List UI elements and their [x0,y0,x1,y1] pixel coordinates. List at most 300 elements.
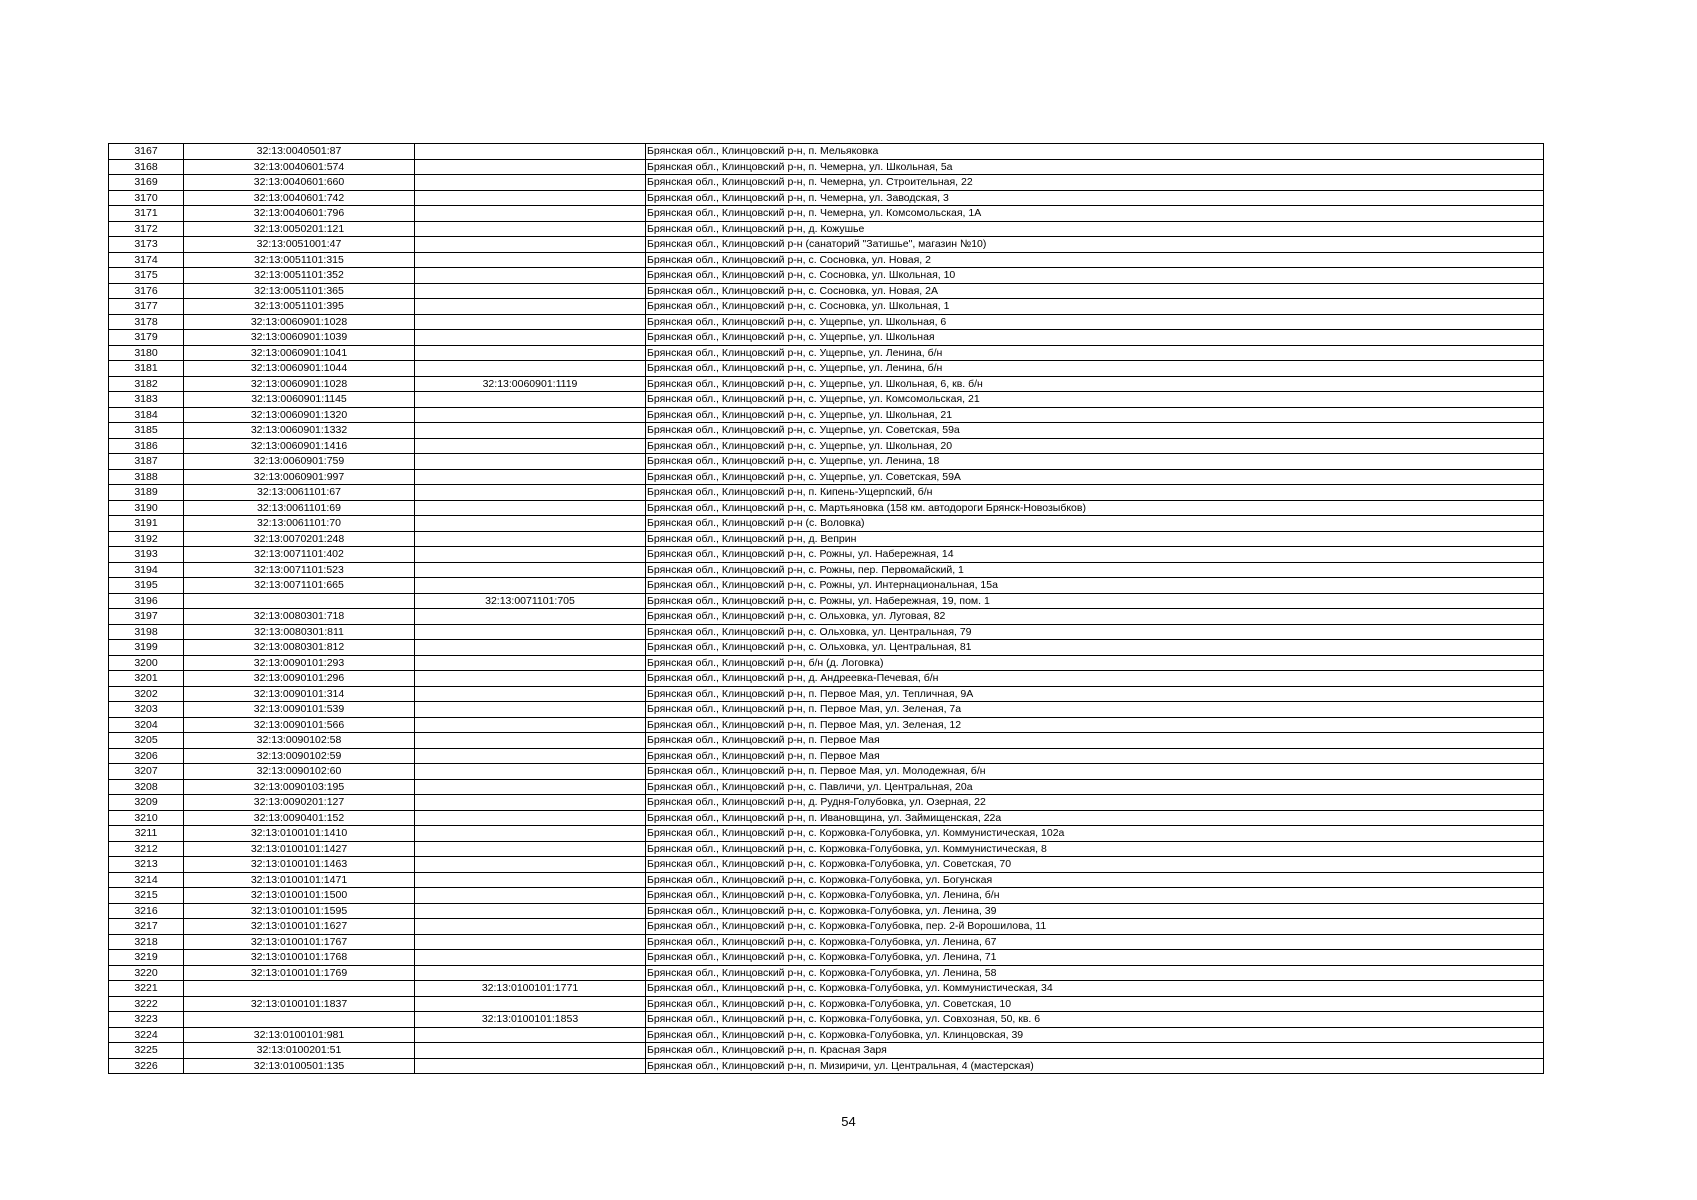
table-row [109,872,1544,888]
row-number-cell: 3170 [109,190,184,206]
object-cadastral-number-cell [415,469,646,485]
object-cadastral-number-cell [415,810,646,826]
row-number-cell: 3215 [109,888,184,904]
object-cadastral-number-cell [415,283,646,299]
address-cell: Брянская обл., Клинцовский р-н, п. Мельяковка [646,144,1544,160]
table-row [109,1012,1544,1028]
cadastral-number-cell: 32:13:0080301:812 [184,640,415,656]
cadastral-number-cell: 32:13:0051101:395 [184,299,415,315]
object-cadastral-number-cell [415,330,646,346]
object-cadastral-number-cell [415,516,646,532]
cadastral-number-cell: 32:13:0100101:1410 [184,826,415,842]
address-cell: Брянская обл., Клинцовский р-н, п. Мизиричи, ул. Центральная, 4 (мастерская) [646,1058,1544,1074]
object-cadastral-number-cell [415,609,646,625]
object-cadastral-number-cell [415,826,646,842]
table-row [109,283,1544,299]
table-row [109,1043,1544,1059]
row-number-cell: 3218 [109,934,184,950]
cadastral-number-cell: 32:13:0051101:365 [184,283,415,299]
object-cadastral-number-cell [415,562,646,578]
row-number-cell: 3213 [109,857,184,873]
row-number-cell: 3181 [109,361,184,377]
address-cell: Брянская обл., Клинцовский р-н, с. Коржовка-Голубовка, пер. 2-й Ворошилова, 11 [646,919,1544,935]
object-cadastral-number-cell [415,454,646,470]
address-cell: Брянская обл., Клинцовский р-н, д. Рудня-Голубовка, ул. Озерная, 22 [646,795,1544,811]
object-cadastral-number-cell [415,1058,646,1074]
cadastral-number-cell: 32:13:0090102:58 [184,733,415,749]
address-cell: Брянская обл., Клинцовский р-н, с. Рожны, ул. Набережная, 14 [646,547,1544,563]
table-row [109,609,1544,625]
table-row [109,826,1544,842]
cadastral-number-cell: 32:13:0071101:523 [184,562,415,578]
object-cadastral-number-cell: 32:13:0071101:705 [415,593,646,609]
address-cell: Брянская обл., Клинцовский р-н, с. Коржовка-Голубовка, ул. Ленина, б/н [646,888,1544,904]
address-cell: Брянская обл., Клинцовский р-н, с. Ущерпье, ул. Школьная, 20 [646,438,1544,454]
row-number-cell: 3198 [109,624,184,640]
table-row [109,903,1544,919]
row-number-cell: 3171 [109,206,184,222]
cadastral-number-cell [184,593,415,609]
object-cadastral-number-cell [415,965,646,981]
object-cadastral-number-cell [415,748,646,764]
address-cell: Брянская обл., Клинцовский р-н (с. Воловка) [646,516,1544,532]
object-cadastral-number-cell: 32:13:0060901:1119 [415,376,646,392]
object-cadastral-number-cell [415,934,646,950]
address-cell: Брянская обл., Клинцовский р-н, п. Ивановщина, ул. Займищенская, 22а [646,810,1544,826]
cadastral-number-cell: 32:13:0060901:1145 [184,392,415,408]
object-cadastral-number-cell [415,671,646,687]
cadastral-number-cell: 32:13:0100101:1471 [184,872,415,888]
table-row [109,237,1544,253]
row-number-cell: 3191 [109,516,184,532]
object-cadastral-number-cell [415,221,646,237]
table-row [109,454,1544,470]
object-cadastral-number-cell [415,872,646,888]
cadastral-number-cell: 32:13:0090101:566 [184,717,415,733]
object-cadastral-number-cell [415,159,646,175]
row-number-cell: 3194 [109,562,184,578]
row-number-cell: 3221 [109,981,184,997]
row-number-cell: 3167 [109,144,184,160]
cadastral-number-cell: 32:13:0090103:195 [184,779,415,795]
row-number-cell: 3174 [109,252,184,268]
cadastral-number-cell: 32:13:0060901:1028 [184,314,415,330]
object-cadastral-number-cell [415,640,646,656]
cadastral-number-cell: 32:13:0060901:1041 [184,345,415,361]
address-cell: Брянская обл., Клинцовский р-н, п. Первое Мая, ул. Зеленая, 12 [646,717,1544,733]
cadastral-number-cell: 32:13:0090201:127 [184,795,415,811]
row-number-cell: 3208 [109,779,184,795]
address-cell: Брянская обл., Клинцовский р-н, с. Коржовка-Голубовка, ул. Ленина, 67 [646,934,1544,950]
object-cadastral-number-cell [415,175,646,191]
cadastral-number-cell: 32:13:0060901:1320 [184,407,415,423]
cadastral-number-cell: 32:13:0080301:811 [184,624,415,640]
object-cadastral-number-cell [415,392,646,408]
table-row [109,547,1544,563]
object-cadastral-number-cell [415,438,646,454]
object-cadastral-number-cell [415,345,646,361]
address-cell: Брянская обл., Клинцовский р-н, с. Ольховка, ул. Луговая, 82 [646,609,1544,625]
cadastral-number-cell: 32:13:0070201:248 [184,531,415,547]
table-row [109,252,1544,268]
cadastral-number-cell: 32:13:0071101:402 [184,547,415,563]
table-row [109,345,1544,361]
address-cell: Брянская обл., Клинцовский р-н, с. Коржовка-Голубовка, ул. Ленина, 58 [646,965,1544,981]
address-cell: Брянская обл., Клинцовский р-н, п. Первое Мая, ул. Молодежная, б/н [646,764,1544,780]
cadastral-number-cell: 32:13:0080301:718 [184,609,415,625]
address-cell: Брянская обл., Клинцовский р-н, с. Рожны, пер. Первомайский, 1 [646,562,1544,578]
row-number-cell: 3226 [109,1058,184,1074]
row-number-cell: 3222 [109,996,184,1012]
cadastral-number-cell: 32:13:0051101:315 [184,252,415,268]
table-row [109,438,1544,454]
address-cell: Брянская обл., Клинцовский р-н, п. Чемерна, ул. Строительная, 22 [646,175,1544,191]
object-cadastral-number-cell [415,314,646,330]
row-number-cell: 3207 [109,764,184,780]
address-cell: Брянская обл., Клинцовский р-н, с. Павличи, ул. Центральная, 20а [646,779,1544,795]
table-row [109,516,1544,532]
row-number-cell: 3182 [109,376,184,392]
property-registry-table [108,143,1544,1074]
address-cell: Брянская обл., Клинцовский р-н, п. Чемерна, ул. Комсомольская, 1А [646,206,1544,222]
row-number-cell: 3206 [109,748,184,764]
address-cell: Брянская обл., Клинцовский р-н, с. Мартьяновка (158 км. автодороги Брянск-Новозыбков) [646,500,1544,516]
table-row [109,671,1544,687]
cadastral-number-cell: 32:13:0090102:60 [184,764,415,780]
object-cadastral-number-cell [415,888,646,904]
cadastral-number-cell: 32:13:0100201:51 [184,1043,415,1059]
table-row [109,221,1544,237]
table-row [109,996,1544,1012]
cadastral-number-cell: 32:13:0061101:69 [184,500,415,516]
address-cell: Брянская обл., Клинцовский р-н, с. Ущерпье, ул. Ленина, б/н [646,345,1544,361]
address-cell: Брянская обл., Клинцовский р-н, с. Коржовка-Голубовка, ул. Ленина, 39 [646,903,1544,919]
cadastral-number-cell: 32:13:0060901:1044 [184,361,415,377]
object-cadastral-number-cell: 32:13:0100101:1853 [415,1012,646,1028]
cadastral-number-cell: 32:13:0100101:1595 [184,903,415,919]
cadastral-number-cell: 32:13:0040601:660 [184,175,415,191]
row-number-cell: 3176 [109,283,184,299]
table-row [109,888,1544,904]
table-row [109,578,1544,594]
object-cadastral-number-cell [415,686,646,702]
address-cell: Брянская обл., Клинцовский р-н, с. Ольховка, ул. Центральная, 79 [646,624,1544,640]
table-row [109,841,1544,857]
row-number-cell: 3209 [109,795,184,811]
object-cadastral-number-cell [415,857,646,873]
cadastral-number-cell [184,981,415,997]
cadastral-number-cell: 32:13:0060901:1332 [184,423,415,439]
cadastral-number-cell: 32:13:0100101:1837 [184,996,415,1012]
table-row [109,206,1544,222]
address-cell: Брянская обл., Клинцовский р-н, с. Коржовка-Голубовка, ул. Коммунистическая, 8 [646,841,1544,857]
row-number-cell: 3187 [109,454,184,470]
row-number-cell: 3219 [109,950,184,966]
table-row [109,624,1544,640]
object-cadastral-number-cell [415,996,646,1012]
row-number-cell: 3184 [109,407,184,423]
table-row [109,1027,1544,1043]
table-row [109,655,1544,671]
address-cell: Брянская обл., Клинцовский р-н, с. Коржовка-Голубовка, ул. Ленина, 71 [646,950,1544,966]
address-cell: Брянская обл., Клинцовский р-н, с. Ущерпье, ул. Советская, 59А [646,469,1544,485]
address-cell: Брянская обл., Клинцовский р-н, с. Ущерпье, ул. Комсомольская, 21 [646,392,1544,408]
row-number-cell: 3210 [109,810,184,826]
cadastral-number-cell: 32:13:0040601:742 [184,190,415,206]
cadastral-number-cell: 32:13:0090101:293 [184,655,415,671]
row-number-cell: 3220 [109,965,184,981]
table-row [109,733,1544,749]
object-cadastral-number-cell [415,268,646,284]
table-row [109,717,1544,733]
row-number-cell: 3172 [109,221,184,237]
cadastral-number-cell: 32:13:0040601:796 [184,206,415,222]
cadastral-number-cell: 32:13:0100501:135 [184,1058,415,1074]
table-row [109,376,1544,392]
row-number-cell: 3204 [109,717,184,733]
cadastral-number-cell: 32:13:0090101:539 [184,702,415,718]
object-cadastral-number-cell [415,624,646,640]
table-row [109,640,1544,656]
table-row [109,175,1544,191]
table-row [109,531,1544,547]
row-number-cell: 3168 [109,159,184,175]
object-cadastral-number-cell [415,190,646,206]
row-number-cell: 3180 [109,345,184,361]
table-row [109,423,1544,439]
table-row [109,686,1544,702]
object-cadastral-number-cell [415,144,646,160]
cadastral-number-cell: 32:13:0090101:314 [184,686,415,702]
cadastral-number-cell: 32:13:0090401:152 [184,810,415,826]
cadastral-number-cell: 32:13:0100101:1627 [184,919,415,935]
address-cell: Брянская обл., Клинцовский р-н, с. Ущерпье, ул. Ленина, 18 [646,454,1544,470]
object-cadastral-number-cell [415,702,646,718]
row-number-cell: 3177 [109,299,184,315]
address-cell: Брянская обл., Клинцовский р-н, с. Коржовка-Голубовка, ул. Клинцовская, 39 [646,1027,1544,1043]
row-number-cell: 3224 [109,1027,184,1043]
address-cell: Брянская обл., Клинцовский р-н, п. Первое Мая [646,748,1544,764]
cadastral-number-cell: 32:13:0060901:1028 [184,376,415,392]
cadastral-number-cell: 32:13:0060901:1039 [184,330,415,346]
table-row [109,934,1544,950]
table-row [109,795,1544,811]
row-number-cell: 3169 [109,175,184,191]
object-cadastral-number-cell [415,919,646,935]
row-number-cell: 3178 [109,314,184,330]
cadastral-number-cell: 32:13:0060901:759 [184,454,415,470]
row-number-cell: 3200 [109,655,184,671]
table-row [109,764,1544,780]
cadastral-number-cell [184,1012,415,1028]
address-cell: Брянская обл., Клинцовский р-н, с. Сосновка, ул. Новая, 2 [646,252,1544,268]
table-row [109,748,1544,764]
table-row [109,779,1544,795]
cadastral-number-cell: 32:13:0100101:981 [184,1027,415,1043]
address-cell: Брянская обл., Клинцовский р-н (санаторий "Затишье", магазин №10) [646,237,1544,253]
table-row [109,593,1544,609]
table-row [109,392,1544,408]
table-row [109,857,1544,873]
table-row [109,299,1544,315]
object-cadastral-number-cell [415,795,646,811]
row-number-cell: 3193 [109,547,184,563]
address-cell: Брянская обл., Клинцовский р-н, с. Ущерпье, ул. Советская, 59а [646,423,1544,439]
table-row [109,950,1544,966]
address-cell: Брянская обл., Клинцовский р-н, с. Сосновка, ул. Школьная, 10 [646,268,1544,284]
address-cell: Брянская обл., Клинцовский р-н, с. Ольховка, ул. Центральная, 81 [646,640,1544,656]
object-cadastral-number-cell [415,779,646,795]
cadastral-number-cell: 32:13:0061101:67 [184,485,415,501]
table-row [109,190,1544,206]
table-row [109,361,1544,377]
row-number-cell: 3225 [109,1043,184,1059]
row-number-cell: 3217 [109,919,184,935]
table-row [109,330,1544,346]
cadastral-number-cell: 32:13:0061101:70 [184,516,415,532]
address-cell: Брянская обл., Клинцовский р-н, с. Коржовка-Голубовка, ул. Советская, 70 [646,857,1544,873]
row-number-cell: 3214 [109,872,184,888]
address-cell: Брянская обл., Клинцовский р-н, п. Первое Мая, ул. Тепличная, 9А [646,686,1544,702]
cadastral-number-cell: 32:13:0100101:1769 [184,965,415,981]
address-cell: Брянская обл., Клинцовский р-н, б/н (д. Логовка) [646,655,1544,671]
row-number-cell: 3223 [109,1012,184,1028]
cadastral-number-cell: 32:13:0090102:59 [184,748,415,764]
address-cell: Брянская обл., Клинцовский р-н, с. Ущерпье, ул. Ленина, б/н [646,361,1544,377]
object-cadastral-number-cell [415,361,646,377]
object-cadastral-number-cell [415,206,646,222]
object-cadastral-number-cell [415,299,646,315]
table-row [109,485,1544,501]
object-cadastral-number-cell [415,655,646,671]
object-cadastral-number-cell [415,531,646,547]
address-cell: Брянская обл., Клинцовский р-н, с. Ущерпье, ул. Школьная, 6 [646,314,1544,330]
address-cell: Брянская обл., Клинцовский р-н, с. Ущерпье, ул. Школьная, 21 [646,407,1544,423]
address-cell: Брянская обл., Клинцовский р-н, с. Ущерпье, ул. Школьная [646,330,1544,346]
cadastral-number-cell: 32:13:0060901:1416 [184,438,415,454]
table-row [109,1058,1544,1074]
object-cadastral-number-cell [415,733,646,749]
page-number: 54 [841,1114,856,1129]
cadastral-number-cell: 32:13:0040601:574 [184,159,415,175]
address-cell: Брянская обл., Клинцовский р-н, п. Первое Мая [646,733,1544,749]
object-cadastral-number-cell [415,950,646,966]
row-number-cell: 3195 [109,578,184,594]
address-cell: Брянская обл., Клинцовский р-н, д. Кожушье [646,221,1544,237]
cadastral-number-cell: 32:13:0090101:296 [184,671,415,687]
table-row [109,981,1544,997]
object-cadastral-number-cell [415,500,646,516]
table-row [109,159,1544,175]
address-cell: Брянская обл., Клинцовский р-н, п. Кипень-Ущерпский, б/н [646,485,1544,501]
table-row [109,268,1544,284]
object-cadastral-number-cell [415,717,646,733]
table-row [109,314,1544,330]
row-number-cell: 3211 [109,826,184,842]
object-cadastral-number-cell [415,407,646,423]
row-number-cell: 3186 [109,438,184,454]
address-cell: Брянская обл., Клинцовский р-н, с. Коржовка-Голубовка, ул. Коммунистическая, 102а [646,826,1544,842]
row-number-cell: 3202 [109,686,184,702]
object-cadastral-number-cell [415,485,646,501]
object-cadastral-number-cell [415,1027,646,1043]
table-row [109,702,1544,718]
table-row [109,500,1544,516]
row-number-cell: 3199 [109,640,184,656]
row-number-cell: 3185 [109,423,184,439]
row-number-cell: 3189 [109,485,184,501]
address-cell: Брянская обл., Клинцовский р-н, с. Коржовка-Голубовка, ул. Совхозная, 50, кв. 6 [646,1012,1544,1028]
cadastral-number-cell: 32:13:0051101:352 [184,268,415,284]
object-cadastral-number-cell [415,903,646,919]
row-number-cell: 3212 [109,841,184,857]
row-number-cell: 3188 [109,469,184,485]
row-number-cell: 3179 [109,330,184,346]
address-cell: Брянская обл., Клинцовский р-н, п. Первое Мая, ул. Зеленая, 7а [646,702,1544,718]
address-cell: Брянская обл., Клинцовский р-н, с. Сосновка, ул. Школьная, 1 [646,299,1544,315]
object-cadastral-number-cell [415,252,646,268]
row-number-cell: 3190 [109,500,184,516]
object-cadastral-number-cell [415,578,646,594]
address-cell: Брянская обл., Клинцовский р-н, п. Красная Заря [646,1043,1544,1059]
row-number-cell: 3197 [109,609,184,625]
object-cadastral-number-cell [415,237,646,253]
row-number-cell: 3175 [109,268,184,284]
cadastral-number-cell: 32:13:0100101:1500 [184,888,415,904]
row-number-cell: 3173 [109,237,184,253]
address-cell: Брянская обл., Клинцовский р-н, с. Ущерпье, ул. Школьная, 6, кв. б/н [646,376,1544,392]
object-cadastral-number-cell [415,547,646,563]
object-cadastral-number-cell [415,423,646,439]
registry-table-body [109,144,1544,1074]
cadastral-number-cell: 32:13:0100101:1463 [184,857,415,873]
row-number-cell: 3196 [109,593,184,609]
address-cell: Брянская обл., Клинцовский р-н, с. Коржовка-Голубовка, ул. Коммунистическая, 34 [646,981,1544,997]
table-row [109,919,1544,935]
object-cadastral-number-cell [415,1043,646,1059]
address-cell: Брянская обл., Клинцовский р-н, с. Рожны, ул. Интернациональная, 15а [646,578,1544,594]
row-number-cell: 3201 [109,671,184,687]
address-cell: Брянская обл., Клинцовский р-н, с. Коржовка-Голубовка, ул. Советская, 10 [646,996,1544,1012]
row-number-cell: 3205 [109,733,184,749]
table-row [109,407,1544,423]
cadastral-number-cell: 32:13:0060901:997 [184,469,415,485]
address-cell: Брянская обл., Клинцовский р-н, с. Сосновка, ул. Новая, 2А [646,283,1544,299]
address-cell: Брянская обл., Клинцовский р-н, п. Чемерна, ул. Заводская, 3 [646,190,1544,206]
address-cell: Брянская обл., Клинцовский р-н, п. Чемерна, ул. Школьная, 5а [646,159,1544,175]
cadastral-number-cell: 32:13:0050201:121 [184,221,415,237]
object-cadastral-number-cell: 32:13:0100101:1771 [415,981,646,997]
table-row [109,810,1544,826]
cadastral-number-cell: 32:13:0040501:87 [184,144,415,160]
row-number-cell: 3183 [109,392,184,408]
cadastral-number-cell: 32:13:0100101:1767 [184,934,415,950]
object-cadastral-number-cell [415,764,646,780]
cadastral-number-cell: 32:13:0100101:1427 [184,841,415,857]
table-row [109,562,1544,578]
object-cadastral-number-cell [415,841,646,857]
address-cell: Брянская обл., Клинцовский р-н, д. Андреевка-Печевая, б/н [646,671,1544,687]
table-row [109,965,1544,981]
address-cell: Брянская обл., Клинцовский р-н, д. Веприн [646,531,1544,547]
address-cell: Брянская обл., Клинцовский р-н, с. Рожны, ул. Набережная, 19, пом. 1 [646,593,1544,609]
table-row [109,469,1544,485]
row-number-cell: 3216 [109,903,184,919]
row-number-cell: 3192 [109,531,184,547]
row-number-cell: 3203 [109,702,184,718]
table-row [109,144,1544,160]
address-cell: Брянская обл., Клинцовский р-н, с. Коржовка-Голубовка, ул. Богунская [646,872,1544,888]
